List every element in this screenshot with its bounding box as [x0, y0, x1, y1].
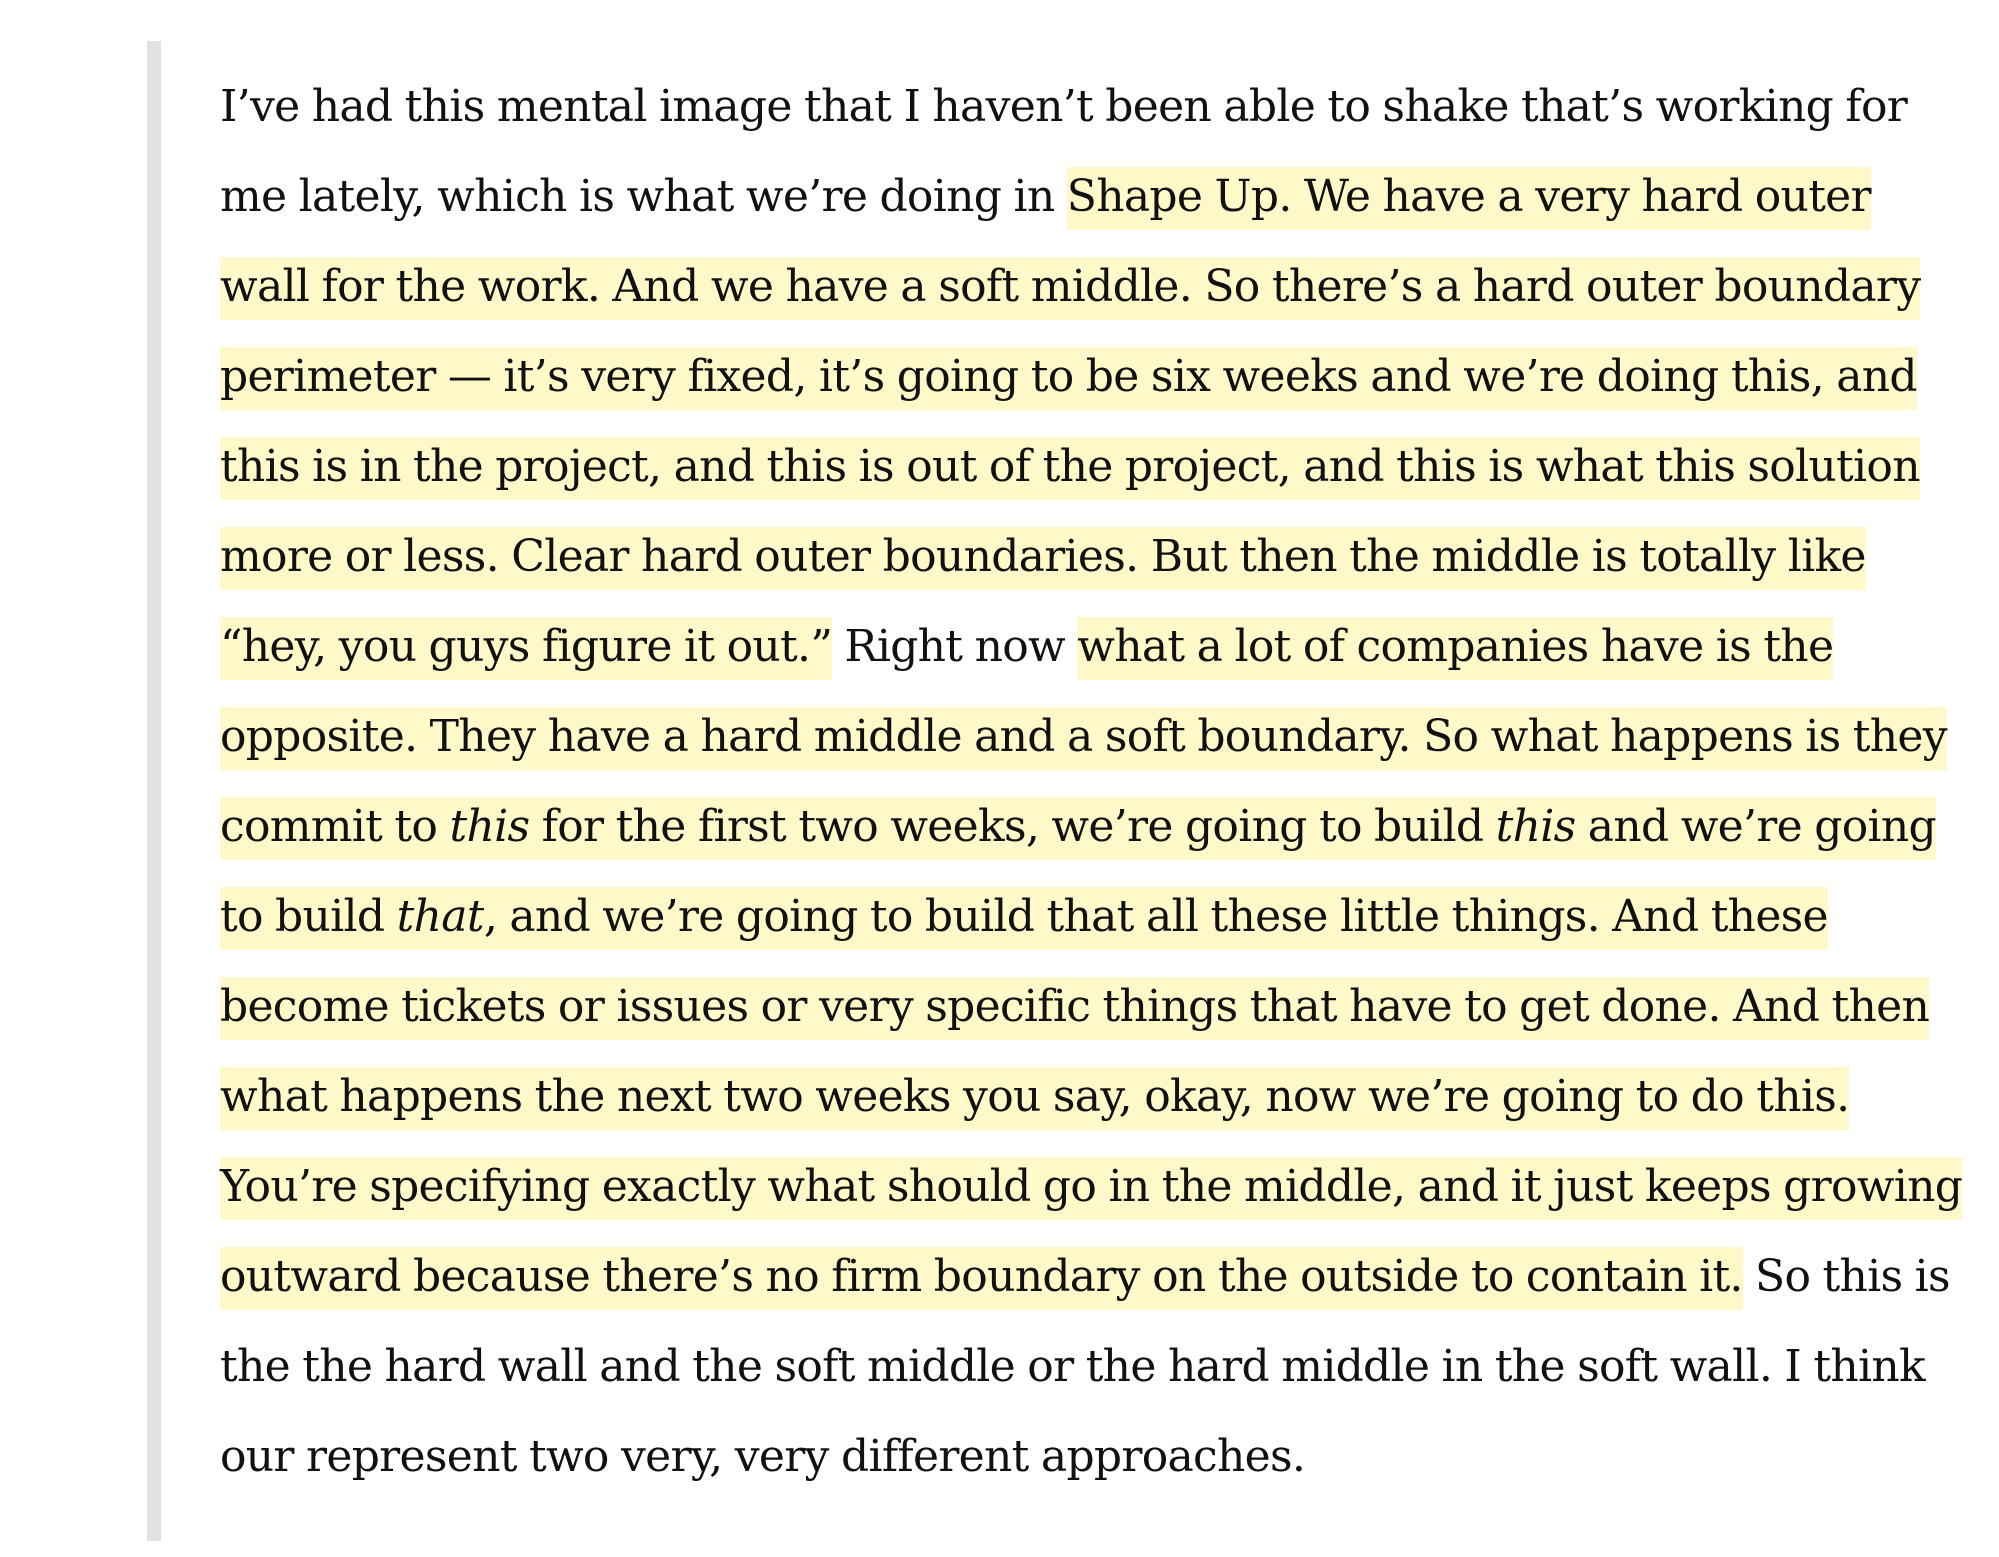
quote-highlight-italic: this	[449, 797, 529, 860]
quote-highlight-italic: this	[1496, 797, 1576, 860]
quote-segment: I’ve had this mental image that I haven’t been able to shake that’s working for me lately, which is what we’re doing in	[220, 81, 1908, 222]
quote-highlight: and we’re going to build	[220, 797, 1936, 950]
quote-highlight: what a lot of companies have is the opposite. They have a hard middle and a soft boundary. So what happens is they commit to	[220, 617, 1947, 860]
quote-segment: Right now	[832, 621, 1078, 672]
quote-highlight: Shape Up. We have a very hard outer wall for the work. And we have a soft middle. So there’s a hard outer boundary perimeter — it’s very fixed, it’s going to be six weeks and we’re doing this, and this is in the project, and this is out of the project, and this is what this solution more or less. Clear hard outer boundaries. But then the middle is totally like “hey, you guys figure it out.”	[220, 167, 1920, 680]
blockquote-text	[220, 62, 1965, 1502]
blockquote-border	[147, 41, 161, 1541]
quote-highlight: , and we’re going to build that all these little things. And these become tickets or issues or very specific things that have to get done. And then what happens the next two weeks you say, okay, now we’re going to do this. You’re specifying exactly what should go in the middle, and it just keeps growing outward because there’s no firm boundary on the outside to contain it.	[220, 887, 1962, 1310]
quote-segment: So this is the the hard wall and the soft middle or the hard middle in the soft wall. I think our represent two very, very different approaches.	[220, 1251, 1950, 1482]
quote-highlight: for the first two weeks, we’re going to build	[529, 797, 1495, 860]
quote-highlight-italic: that	[397, 887, 484, 950]
